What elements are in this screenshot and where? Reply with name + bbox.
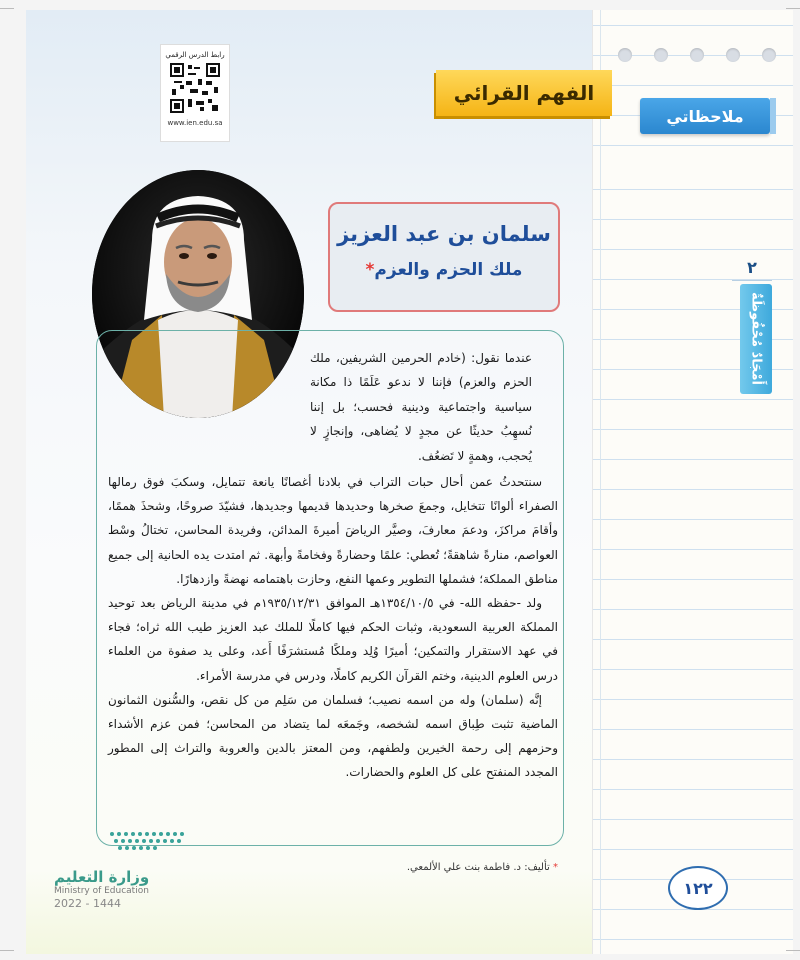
- page-spine: [600, 10, 601, 954]
- digital-lesson-qr[interactable]: [160, 44, 230, 142]
- qr-code-icon: [170, 63, 220, 113]
- section-title-banner: الفهم القرائي: [436, 70, 612, 116]
- ring-binder-icon: [618, 48, 632, 62]
- intro-paragraph: عندما نقول: (خادم الحرمين الشريفين، ملك الحزم والعزم) فإننا لا ندعو عَلَمًا ذا مكانة سياسية واجتماعية ودينية فحسب؛ بل إننا نُسهِبُ حديثًا عن مجدٍ لا يُضاهى، وإنجازٍ لا يُحجب، وهمةٍ لا تَضعُف.: [310, 351, 532, 463]
- notes-margin: [592, 10, 793, 954]
- crop-mark: [0, 8, 14, 9]
- paragraph-1: سنتحدثُ عمن أحال حبات التراب في بلادنا أغصانًا يانعة تتمايل، وسكبَ فوق رمالها الصفراء ألوانًا تتخايل، وجمعَ صخرها وحديدها قديمها وجديدها، فشيّدَ صروحًا، وشحذَ هممًا، وأقامَ مراكزَ، ودعمَ معارفَ، وصيَّر الرياضَ أميرةَ المدائن، وفريدة المحاسن، تختالُ وسْط العواصم، منارةً شاهقةً؛ تُعطي: علمًا وحضارةً وفخامةً وأبهة. ثم امتدت يده الحانية إلى جميع مناطق المملكة؛ فشملها التطوير وعمها النفع، وحازت باهتمامه نهضةً وازدهارًا.: [108, 475, 558, 586]
- crop-mark: [786, 8, 800, 9]
- article-heading-box: [328, 202, 560, 312]
- article-subtitle: [330, 260, 558, 280]
- footnote-text: تأليف: د. فاطمة بنت علي الألمعي.: [406, 862, 550, 873]
- paragraph-2: ولد -حفظه الله- في ١٣٥٤/١٠/٥هـ الموافق ١٩٣٥/١٢/٣١م في مدينة الرياض بعد توحيد المملكة العربية السعودية، وثبات الحكم فيها كاملًا للملك عبد العزيز طيب الله ثراه؛ فجاء في عهد الاستقرار والتمكين؛ أميرًا وُلِد وملكًا مُستشرَفًا أَعد، وعلى يد صفوة من العلماء درس العلوم الدينية، وختم القرآن الكريم كاملًا، ودرس في مدرسة الأمراء.: [108, 596, 558, 683]
- ring-binder-icon: [654, 48, 668, 62]
- unit-number: ٢: [732, 258, 772, 281]
- ministry-english: Ministry of Education: [54, 886, 149, 896]
- notes-tab[interactable]: ملاحظاتي: [640, 98, 770, 134]
- ministry-logo: [54, 868, 149, 910]
- ministry-arabic: وزارة التعليم: [54, 868, 150, 886]
- decorative-dots-icon: [108, 830, 188, 852]
- footnote-star: *: [553, 862, 558, 873]
- paragraph-3: إنَّه (سلمان) وله من اسمه نصيب؛ فسلمان من سَلِم من كل نقص، والسُّنون الثمانون الماضية تثبت طِباق اسمه لشخصه، وجَمعَه لما يتضاد من المحاسن؛ فمن عزم الأشداء وحزمهم إلى رحمة الخيرين ولطفهم، ومن المعتز بالدين والعروبة والتراث إلى المطور المجدد المنفتح على كل العلوم والحضارات.: [108, 692, 558, 780]
- unit-label: أَمْجَادٌ مُحْفُوظَةٌ: [748, 292, 764, 386]
- crop-mark: [786, 950, 800, 951]
- ring-binder-icon: [726, 48, 740, 62]
- ring-binder-icon: [690, 48, 704, 62]
- qr-url: www.ien.edu.sa: [167, 119, 223, 127]
- article-title: سلمان بن عبد العزيز: [337, 222, 551, 246]
- edition-year: 2022 - 1444: [54, 897, 121, 910]
- crop-mark: [0, 950, 14, 951]
- footnote-marker: *: [365, 260, 375, 280]
- footnote: [380, 862, 558, 873]
- page-number: ١٢٢: [668, 866, 728, 910]
- subtitle-text: ملك الحزم والعزم: [374, 260, 523, 280]
- qr-label: رابط الدرس الرقمي: [165, 51, 225, 59]
- unit-tab[interactable]: [740, 284, 772, 394]
- ring-binder-icon: [762, 48, 776, 62]
- body-text: [108, 470, 558, 785]
